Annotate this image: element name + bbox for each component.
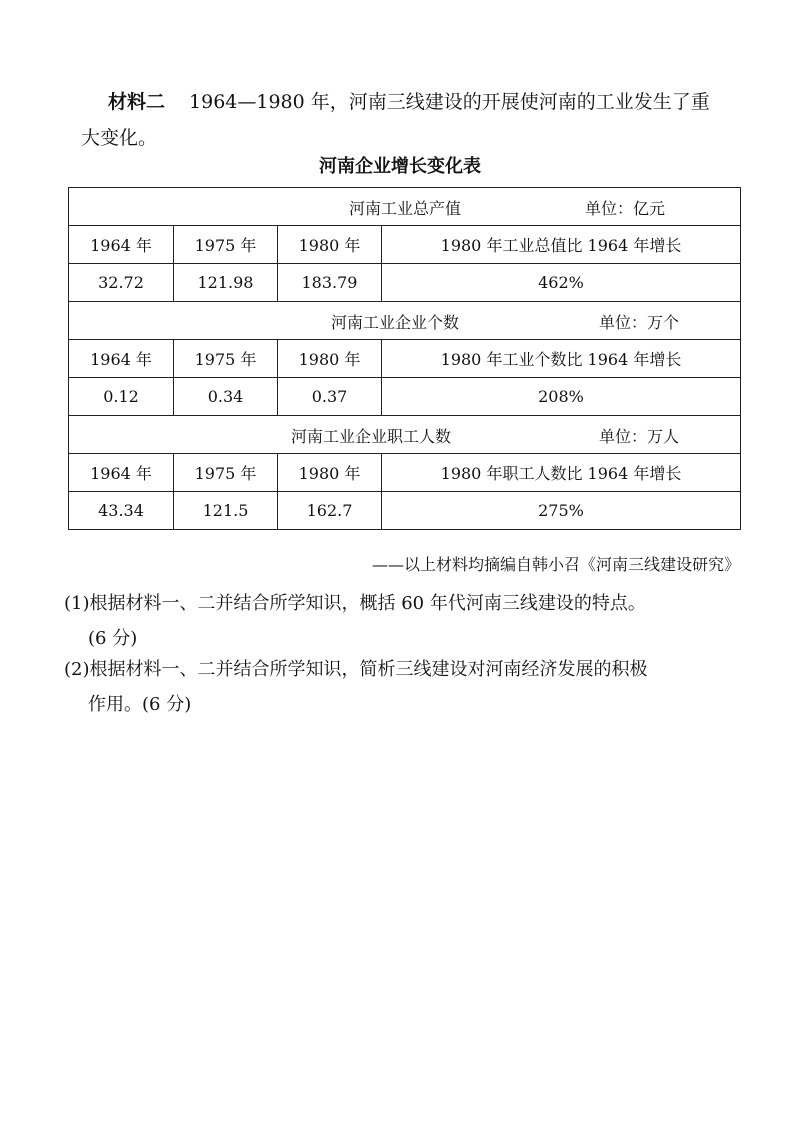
- table-row: [69, 378, 741, 416]
- value-cell: 0.34: [174, 378, 278, 416]
- question-2: [64, 652, 754, 722]
- header-cell: 1980 年工业总值比 1964 年增长: [382, 226, 741, 264]
- value-cell: 0.37: [278, 378, 382, 416]
- question-1: [64, 586, 754, 656]
- table-header-row: [69, 340, 741, 378]
- header-cell: 1980 年: [278, 226, 382, 264]
- header-cell: 1980 年: [278, 340, 382, 378]
- value-cell: 462%: [382, 264, 741, 302]
- table-row: [69, 264, 741, 302]
- question-text: (1)根据材料一、二并结合所学知识，概括 60 年代河南三线建设的特点。: [64, 593, 646, 614]
- intro-text-line2: 大变化。: [81, 127, 158, 149]
- intro-text-line1: 1964—1980 年，河南三线建设的开展使河南的工业发生了重: [189, 91, 710, 113]
- header-cell: 1964 年: [69, 454, 174, 492]
- section-unit: 单位：万个: [599, 313, 680, 332]
- question-text: (2)根据材料一、二并结合所学知识，简析三线建设对河南经济发展的积极: [64, 659, 648, 680]
- section-heading-row: [69, 302, 741, 340]
- value-cell: 0.12: [69, 378, 174, 416]
- header-cell: 1975 年: [174, 454, 278, 492]
- value-cell: 183.79: [278, 264, 382, 302]
- header-cell: 1964 年: [69, 226, 174, 264]
- value-cell: 208%: [382, 378, 741, 416]
- growth-table: [68, 187, 741, 530]
- value-cell: 121.5: [174, 492, 278, 530]
- material-label: 材料二: [108, 91, 166, 113]
- value-cell: 121.98: [174, 264, 278, 302]
- source-citation: ——以上材料均摘编自韩小召《河南三线建设研究》: [371, 555, 740, 574]
- value-cell: 32.72: [69, 264, 174, 302]
- table-title: 河南企业增长变化表: [319, 156, 481, 177]
- section-name: 河南工业企业个数: [331, 313, 460, 332]
- header-cell: 1975 年: [174, 226, 278, 264]
- header-cell: 1980 年工业个数比 1964 年增长: [382, 340, 741, 378]
- table-header-row: [69, 454, 741, 492]
- question-score: (6 分): [88, 628, 138, 649]
- table-header-row: [69, 226, 741, 264]
- value-cell: 275%: [382, 492, 741, 530]
- section-unit: 单位：万人: [599, 427, 680, 446]
- value-cell: 43.34: [69, 492, 174, 530]
- question-score: 作用。(6 分): [88, 694, 192, 715]
- value-cell: 162.7: [278, 492, 382, 530]
- section-heading-row: [69, 416, 741, 454]
- material-two-intro: [81, 84, 748, 156]
- header-cell: 1964 年: [69, 340, 174, 378]
- section-heading-row: [69, 188, 741, 226]
- header-cell: 1980 年: [278, 454, 382, 492]
- section-name: 河南工业总产值: [349, 199, 462, 218]
- header-cell: 1975 年: [174, 340, 278, 378]
- table-row: [69, 492, 741, 530]
- header-cell: 1980 年职工人数比 1964 年增长: [382, 454, 741, 492]
- section-unit: 单位：亿元: [585, 199, 666, 218]
- section-name: 河南工业企业职工人数: [291, 427, 452, 446]
